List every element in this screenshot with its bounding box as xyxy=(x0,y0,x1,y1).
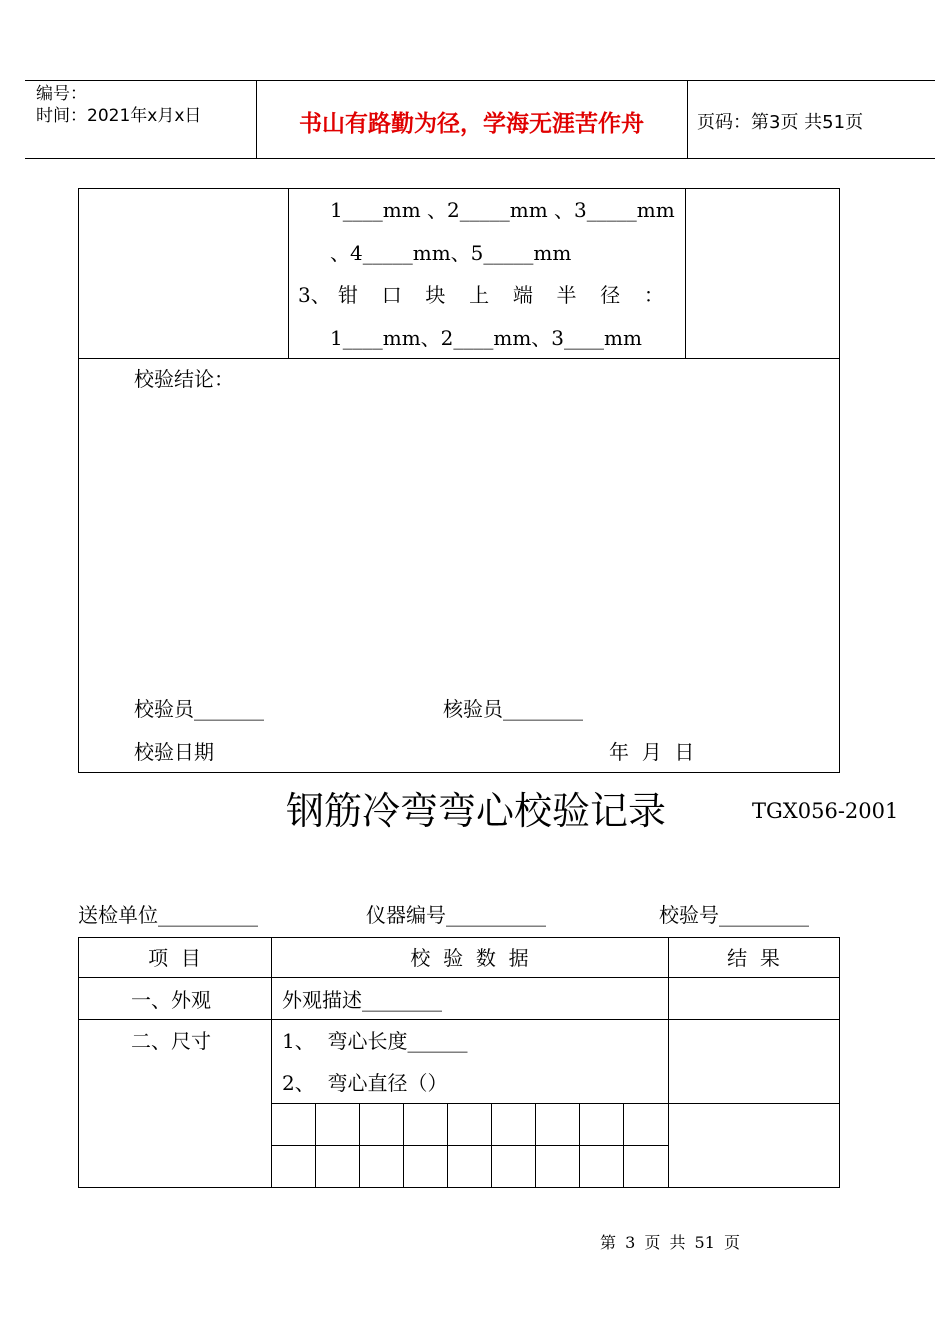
check-no-field: 校验号_________ xyxy=(659,903,809,927)
table-column-divider xyxy=(271,937,272,1188)
appearance-description-field: 外观描述________ xyxy=(282,988,442,1012)
table-border-right xyxy=(839,937,840,1188)
inspector-field: 校验员_______ xyxy=(134,697,264,721)
mandrel-length-field: 1、 弯心长度______ xyxy=(282,1029,468,1053)
measurement-line: 、4_____mm、5_____mm xyxy=(330,241,572,265)
table-border-bottom xyxy=(78,1187,840,1188)
table-row-divider xyxy=(271,1103,840,1104)
column-header-data: 校 验 数 据 xyxy=(410,946,529,970)
table-border-right xyxy=(839,188,840,773)
heading-char: 半 xyxy=(556,283,577,307)
grid-row-divider xyxy=(271,1145,669,1146)
grid-cell-divider xyxy=(535,1103,536,1187)
row-item-appearance: 一、外观 xyxy=(131,988,211,1012)
heading-char: 径 xyxy=(600,283,621,307)
column-header-item: 项 目 xyxy=(148,946,201,970)
table-border-bottom xyxy=(78,772,840,773)
table-column-divider xyxy=(288,188,289,358)
conclusion-label: 校验结论： xyxy=(134,367,234,391)
header-page-info: 页码：第3页 共51页 xyxy=(697,112,864,133)
table-row-divider xyxy=(78,358,840,359)
heading-char: ： xyxy=(643,283,664,307)
column-header-result: 结 果 xyxy=(727,946,780,970)
mandrel-diameter-label: 2、 弯心直径（） xyxy=(282,1071,448,1095)
measurement-heading xyxy=(338,279,664,308)
grid-cell-divider xyxy=(447,1103,448,1187)
instrument-no-field: 仪器编号__________ xyxy=(366,903,546,927)
checker-field: 核验员________ xyxy=(443,697,583,721)
record-title: 钢筋冷弯弯心校验记录 xyxy=(286,789,667,833)
grid-cell-divider xyxy=(403,1103,404,1187)
serial-label: 编号： xyxy=(36,84,87,104)
table-border-top xyxy=(78,188,840,189)
date-label: 校验日期 xyxy=(134,740,214,764)
heading-char: 上 xyxy=(469,283,490,307)
heading-char: 口 xyxy=(381,283,402,307)
header-motto: 书山有路勤为径，学海无涯苦作舟 xyxy=(299,111,644,137)
date-fields: 年 月 日 xyxy=(609,740,695,764)
time-label: 时间：2021年x月x日 xyxy=(36,106,202,126)
heading-char: 块 xyxy=(425,283,446,307)
grid-cell-divider xyxy=(491,1103,492,1187)
grid-cell-divider xyxy=(315,1103,316,1187)
measurement-line: 1____mm、2____mm、3____mm xyxy=(330,326,642,350)
table-column-divider xyxy=(685,188,686,358)
header-divider xyxy=(687,81,688,158)
page-footer: 第 3 页 共 51 页 xyxy=(600,1233,740,1252)
row-item-dimension: 二、尺寸 xyxy=(131,1029,211,1053)
header-meta xyxy=(36,83,201,127)
table-row-divider xyxy=(78,977,840,978)
record-code: TGX056-2001 xyxy=(752,799,899,823)
table-row-divider xyxy=(78,1019,840,1020)
table-border-left xyxy=(78,188,79,773)
grid-cell-divider xyxy=(623,1103,624,1187)
grid-cell-divider xyxy=(359,1103,360,1187)
heading-char: 端 xyxy=(512,283,533,307)
sender-unit-field: 送检单位__________ xyxy=(78,903,258,927)
grid-cell-divider xyxy=(579,1103,580,1187)
page-header xyxy=(25,80,935,159)
table-column-divider xyxy=(668,937,669,1188)
table-border-left xyxy=(78,937,79,1188)
measurement-heading-number: 3、 xyxy=(298,283,331,307)
table-border-top xyxy=(78,937,840,938)
heading-char: 钳 xyxy=(338,283,358,307)
measurement-line: 1____mm 、2_____mm 、3_____mm xyxy=(330,198,675,222)
